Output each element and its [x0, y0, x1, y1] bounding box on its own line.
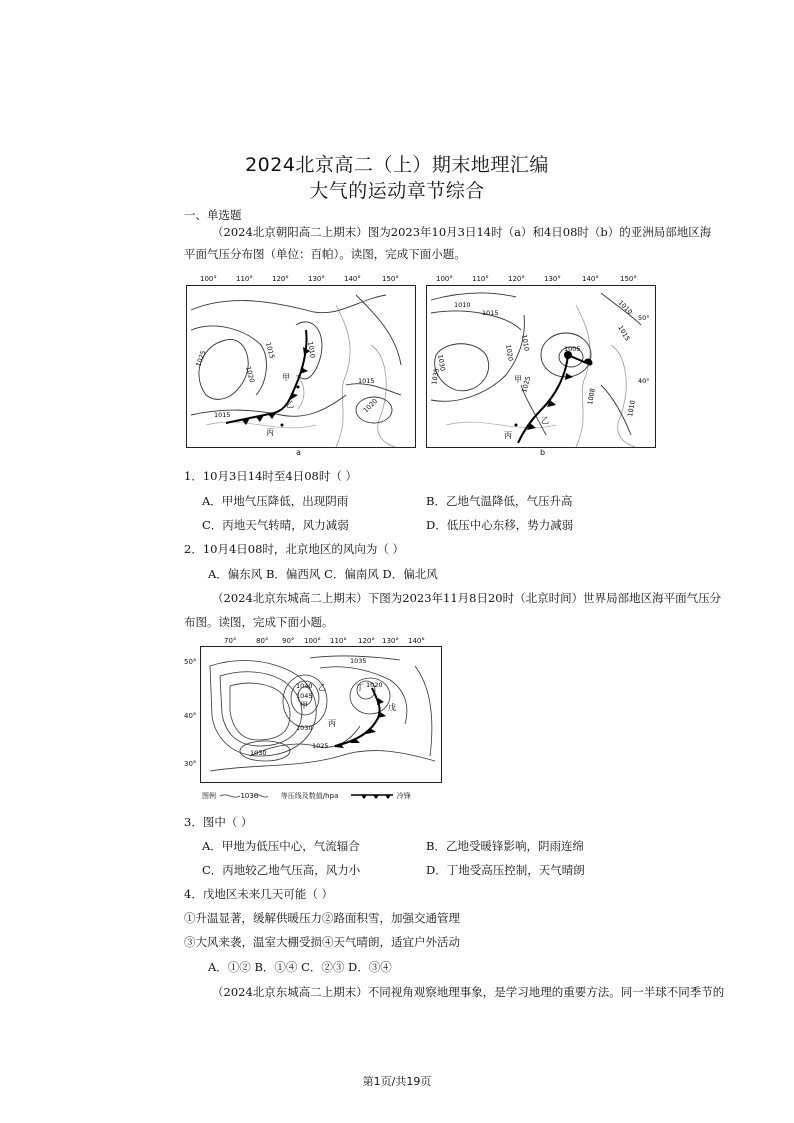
place-yi: 乙: [541, 416, 549, 425]
lon-label: 110°: [330, 637, 347, 645]
q4-statements-line2: ③大风来袭，温室大棚受损④天气晴朗，适宜户外活动: [184, 935, 460, 949]
map-b-plot: [426, 285, 656, 449]
lat-label: 50°: [638, 314, 650, 322]
intro-paragraph-3: （2024北京东城高二上期末）不同视角观察地理事象，是学习地理的重要方法。同一半球不同季节的: [212, 985, 725, 999]
page-title: 2024北京高二（上）期末地理汇编: [245, 154, 549, 176]
intro-paragraph-2-line2: 布图。读图，完成下面小题。: [184, 615, 334, 629]
q4-statements-line1: ①升温显著，缓解供暖压力②路面积雪，加强交通管理: [184, 911, 460, 925]
q1-stem: 1．10月3日14时至4日08时（ ）: [184, 469, 358, 483]
place-bing: 丙: [504, 431, 512, 440]
legend-isobar-text: 等压线及数值/hpa: [280, 792, 339, 800]
isobar-label: 1010: [454, 301, 471, 309]
legend-isobar-value: 1030: [240, 792, 259, 800]
lon-label: 100°: [436, 275, 453, 283]
weather-map-b: [426, 272, 666, 460]
place-jia: 甲: [282, 373, 290, 382]
page-footer: 第1页/共19页: [362, 1075, 432, 1088]
place-yi: 乙: [286, 400, 294, 409]
place-jia: 甲: [514, 375, 522, 384]
isobar-label: 1020: [361, 397, 380, 415]
lon-label: 150°: [382, 275, 399, 283]
q1-option-a[interactable]: A．甲地气压降低，出现阴雨: [202, 494, 349, 508]
lon-label: 110°: [472, 275, 489, 283]
intro-paragraph-1-line1: （2024北京朝阳高二上期末）图为2023年10月3日14时（a）和4日08时（b）的亚洲局部地区海: [212, 225, 712, 239]
weather-map-a: [186, 272, 416, 460]
weather-map-c: [182, 636, 452, 806]
isobar-label: 1025: [520, 375, 533, 394]
lat-label: 50°: [184, 658, 197, 666]
place-yi: 乙: [318, 683, 326, 692]
isobar-label: 1030: [250, 749, 267, 757]
q1-option-c[interactable]: C．丙地天气转晴，风力减弱: [202, 518, 349, 532]
isobar-label: 1020: [244, 365, 257, 384]
lat-label: 40°: [184, 712, 197, 720]
isobar-label: 1015: [482, 309, 499, 317]
isobar-label: 1010: [520, 333, 531, 352]
map-a-caption: a: [296, 448, 301, 457]
lon-label: 150°: [620, 275, 637, 283]
q3-option-b[interactable]: B．乙地受暖锋影响，阴雨连绵: [426, 839, 584, 853]
legend-label: 图例: [202, 792, 216, 800]
q1-option-b[interactable]: B．乙地气温降低，气压升高: [426, 494, 573, 508]
lon-label: 140°: [408, 637, 425, 645]
isobar-label: 1025: [312, 742, 329, 750]
lon-label: 140°: [582, 275, 599, 283]
lon-label: 120°: [272, 275, 289, 283]
lon-label: 70°: [224, 637, 237, 645]
cold-front-icon: [349, 792, 395, 800]
isobar-label: 1045: [296, 692, 313, 700]
isobar-label: 1020: [366, 681, 383, 689]
lat-label: 40°: [638, 377, 650, 385]
lat-label: 30°: [184, 760, 197, 768]
q3-option-d[interactable]: D．丁地受高压控制，天气晴朗: [426, 863, 585, 877]
lon-label: 120°: [508, 275, 525, 283]
q2-stem: 2．10月4日08时，北京地区的风向为（ ）: [184, 542, 405, 556]
place-bing: 丙: [266, 428, 274, 437]
lon-label: 130°: [382, 637, 399, 645]
intro-paragraph-2-line1: （2024北京东城高二上期末）下图为2023年11月8日20时（北京时间）世界局部地区海平面气压分: [212, 591, 722, 605]
isobar-label: 1030: [296, 724, 313, 732]
q3-option-a[interactable]: A．甲地为低压中心，气流辐合: [202, 839, 360, 853]
isobar-label: 1010: [626, 399, 637, 418]
isobar-label: 1015: [616, 324, 632, 343]
isobar-label: 1010: [616, 298, 634, 317]
isobar-label: 1015: [358, 377, 375, 385]
lon-label: 120°: [358, 637, 375, 645]
place-ding: 丁: [356, 683, 364, 692]
isobar-label: 1030: [436, 353, 447, 372]
section-heading: 一、单选题: [184, 208, 242, 222]
lon-label: 100°: [304, 637, 321, 645]
lon-label: 130°: [308, 275, 325, 283]
lon-label: 130°: [544, 275, 561, 283]
lon-label: 140°: [344, 275, 361, 283]
q1-option-d[interactable]: D．低压中心东移，势力减弱: [426, 518, 574, 532]
isobar-label: 1035: [350, 657, 367, 665]
map-c-plot: [200, 646, 442, 798]
isobar-label: 1015: [264, 341, 277, 360]
map-a-plot: [186, 285, 416, 449]
intro-paragraph-1-line2: 平面气压分布图（单位：百帕）。读图，完成下面小题。: [184, 247, 466, 261]
q3-option-c[interactable]: C．丙地较乙地气压高，风力小: [202, 863, 361, 877]
map-b-caption: b: [540, 448, 546, 457]
lon-label: 90°: [282, 637, 295, 645]
q4-options[interactable]: A．①② B．①④ C．②③ D．③④: [208, 960, 392, 974]
q3-stem: 3．图中（ ）: [184, 815, 253, 829]
place-jia: 甲: [300, 701, 308, 710]
place-bing: 丙: [328, 719, 336, 728]
place-wu: 戊: [388, 703, 396, 712]
lon-label: 80°: [256, 637, 269, 645]
q4-stem: 4．戊地区未来几天可能（ ）: [184, 887, 333, 901]
isobar-label: 1015: [214, 411, 231, 419]
lon-label: 100°: [200, 275, 217, 283]
isobar-label: 1010: [306, 340, 317, 359]
isobar-label: 1008: [586, 387, 597, 406]
map-c-legend: [202, 791, 411, 801]
isobar-label: 1005: [564, 345, 581, 353]
isobar-label: 1020: [504, 343, 515, 362]
legend-front-text: 冷锋: [396, 792, 411, 800]
isobar-label: 1035: [430, 367, 441, 386]
isobar-label: 1025: [194, 349, 208, 368]
isobar-label: 1040: [296, 682, 313, 690]
q2-options[interactable]: A．偏东风 B．偏西风 C．偏南风 D．偏北风: [208, 567, 438, 581]
page-subtitle: 大气的运动章节综合: [309, 180, 485, 202]
lon-label: 110°: [236, 275, 253, 283]
